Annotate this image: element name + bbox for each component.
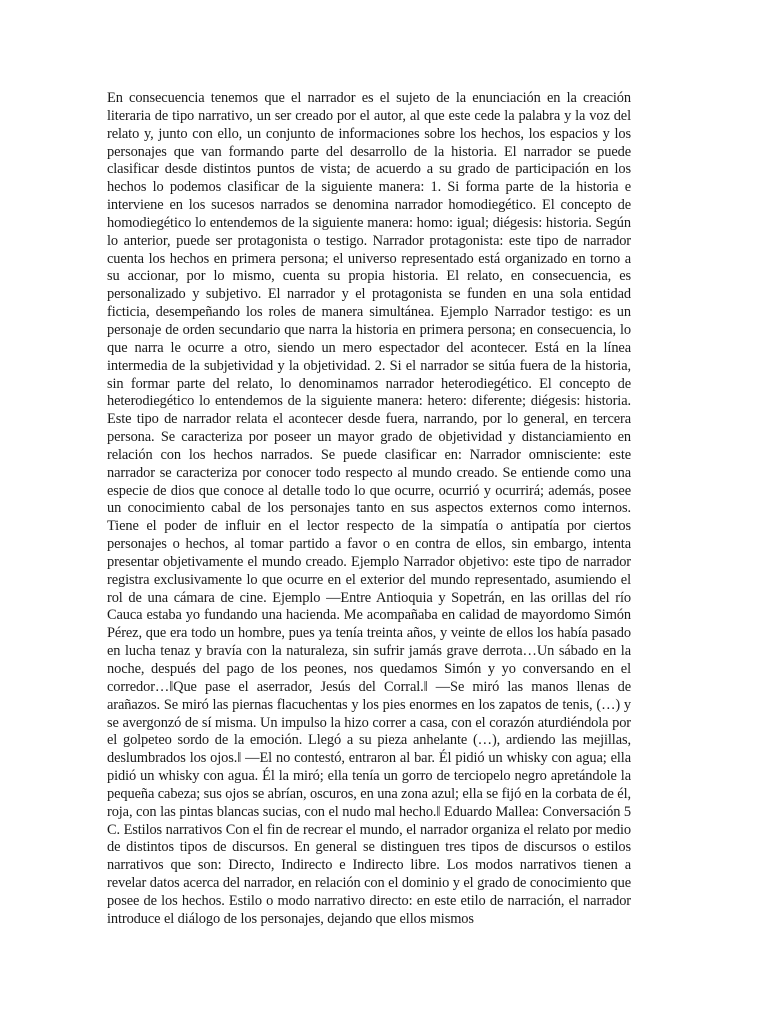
body-paragraph: En consecuencia tenemos que el narrador es el sujeto de la enunciación en la creación literaria de tipo narrativo, un ser creado por el autor, al que este cede la palabra y la voz del relato y, junto con ello, un conjunto de informaciones sobre los hechos, los espacios y los personajes que van formando parte del desarrollo de la historia. El narrador se puede clasificar desde distintos puntos de vista; de acuerdo a su grado de participación en los hechos lo podemos clasificar de la siguiente manera: 1. Si forma parte de la historia e interviene en los sucesos narrados se denomina narrador homodiegético. El concepto de homodiegético lo entendemos de la siguiente manera: homo: igual; diégesis: historia. Según lo anterior, puede ser protagonista o testigo. Narrador protagonista: este tipo de narrador cuenta los hechos en primera persona; el universo representado está organizado en torno a su accionar, por lo mismo, cuenta su propia historia. El relato, en consecuencia, es personalizado y subjetivo. El narrador y el protagonista se funden en una sola entidad ficticia, desempeñando los roles de manera simultánea. Ejemplo Narrador testigo: es un personaje de orden secundario que narra la historia en primera persona; en consecuencia, lo que narra le ocurre a otro, siendo un mero espectador del acontecer. Está en la línea intermedia de la subjetividad y la objetividad. 2. Si el narrador se sitúa fuera de la historia, sin formar parte del relato, lo denominamos narrador heterodiegético. El concepto de heterodiegético lo entendemos de la siguiente manera: hetero: diferente; diégesis: historia. Este tipo de narrador relata el acontecer desde fuera, narrando, por lo general, en tercera persona. Se caracteriza por poseer un mayor grado de objetividad y distanciamiento en relación con los hechos narrados. Se puede clasificar en: Narrador omnisciente: este narrador se caracteriza por conocer todo respecto al mundo creado. Se entiende como una especie de dios que conoce al detalle todo lo que ocurre, ocurrió y ocurrirá; además, posee un conocimiento cabal de los personajes tanto en sus aspectos externos como internos. Tiene el poder de influir en el lector respecto de la simpatía o antipatía por ciertos personajes o hechos, al tomar partido a favor o en contra de ellos, sin embargo, intenta presentar objetivamente el mundo creado. Ejemplo Narrador objetivo: este tipo de narrador registra exclusivamente lo que ocurre en el exterior del mundo representado, asumiendo el rol de una cámara de cine. Ejemplo —Entre Antioquia y Sopetrán, en las orillas del río Cauca estaba yo fundando una hacienda. Me acompañaba en calidad de mayordomo Simón Pérez, que era todo un hombre, pues ya tenía treinta años, y veinte de ellos los había pasado en lucha tenaz y bravía con la naturaleza, sin sufrir jamás grave derrota…Un sábado en la noche, después del pago de los peones, nos quedamos Simón y yo conversando en el corredor…‖Que pase el aserrador, Jesús del Corral.‖ —Se miró las manos llenas de arañazos. Se miró las piernas flacuchentas y los pies enormes en los zapatos de tenis, (…) y se avergonzó de sí misma. Un impulso la hizo correr a casa, con el corazón aturdiéndola por el golpeteo sordo de la emoción. Llegó a su pieza anhelante (…), ardiendo las mejillas, deslumbrados los ojos.‖ —El no contestó, entraron al bar. Él pidió un whisky con agua; ella pidió un whisky con agua. Él la miró; ella tenía un gorro de terciopelo negro apretándole la pequeña cabeza; sus ojos se abrían, oscuros, en una zona azul; ella se fijó en la corbata de él, roja, con las pintas blancas sucias, con el nudo mal hecho.‖ Eduardo Mallea: Conversación 5 C. Estilos narrativos Con el fin de recrear el mundo, el narrador organiza el relato por medio de distintos tipos de discursos. En general se distinguen tres tipos de discursos o estilos narrativos que son: Directo, Indirecto e Indirecto libre. Los modos narrativos tienen a revelar datos acerca del narrador, en relación con el dominio y el grado de conocimiento que posee de los hechos. Estilo o modo narrativo directo: en este etilo de narración, el narrador introduce el diálogo de los personajes, dejando que ellos mismos xyxy=(107,90,631,927)
